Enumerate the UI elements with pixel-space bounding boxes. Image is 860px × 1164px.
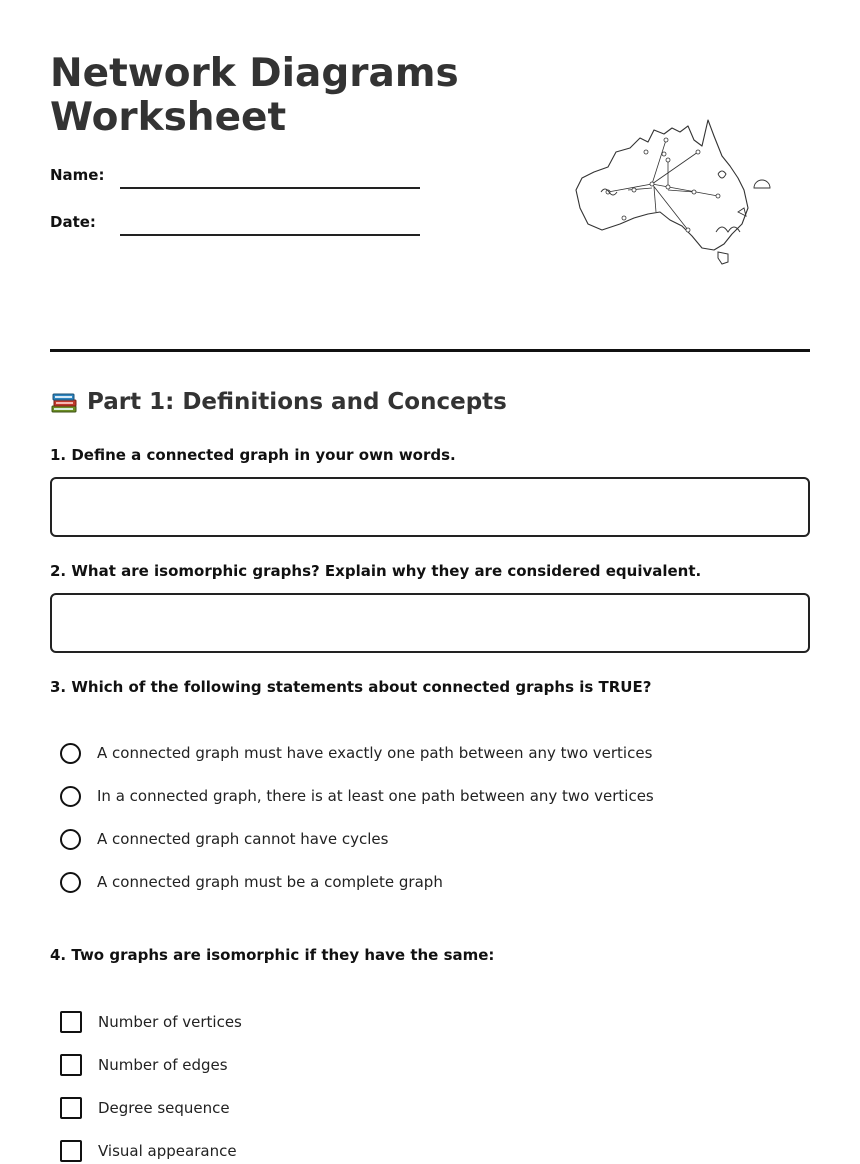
part1-heading-text: Part 1: Definitions and Concepts [87, 389, 507, 415]
checkbox[interactable] [60, 1097, 82, 1119]
option-label: Number of edges [98, 1056, 228, 1074]
date-field[interactable] [120, 212, 420, 236]
name-label: Name: [50, 166, 105, 184]
question-4-option-visual-appearance[interactable] [60, 1138, 237, 1164]
radio-button[interactable] [60, 743, 81, 764]
section-divider [50, 349, 810, 352]
option-label: A connected graph must be a complete graph [97, 873, 443, 891]
part1-heading [50, 388, 507, 416]
option-label: Number of vertices [98, 1013, 242, 1031]
option-label: In a connected graph, there is at least one path between any two vertices [97, 787, 654, 805]
checkbox[interactable] [60, 1054, 82, 1076]
radio-button[interactable] [60, 829, 81, 850]
books-icon [50, 388, 78, 416]
option-label: A connected graph must have exactly one path between any two vertices [97, 744, 653, 762]
option-label: A connected graph cannot have cycles [97, 830, 389, 848]
checkbox[interactable] [60, 1140, 82, 1162]
question-3-option-c[interactable] [60, 826, 388, 852]
worksheet-title: Network Diagrams Worksheet [50, 51, 459, 140]
radio-button[interactable] [60, 872, 81, 893]
radio-button[interactable] [60, 786, 81, 807]
option-label: Degree sequence [98, 1099, 230, 1117]
question-2-text: 2. What are isomorphic graphs? Explain why they are considered equivalent. [50, 562, 702, 580]
question-2-answer-box[interactable] [50, 593, 810, 653]
date-label: Date: [50, 213, 96, 231]
question-3-option-a[interactable] [60, 740, 652, 766]
name-field[interactable] [120, 165, 420, 189]
question-3-option-d[interactable] [60, 869, 443, 895]
australia-network-map-icon [568, 112, 778, 272]
question-4-text: 4. Two graphs are isomorphic if they have the same: [50, 946, 495, 964]
question-1-answer-box[interactable] [50, 477, 810, 537]
question-4-option-edges[interactable] [60, 1052, 228, 1078]
question-4-option-vertices[interactable] [60, 1009, 242, 1035]
question-3-text: 3. Which of the following statements about connected graphs is TRUE? [50, 678, 652, 696]
question-1-text: 1. Define a connected graph in your own words. [50, 446, 456, 464]
question-4-option-degree-sequence[interactable] [60, 1095, 230, 1121]
checkbox[interactable] [60, 1011, 82, 1033]
question-3-option-b[interactable] [60, 783, 654, 809]
option-label: Visual appearance [98, 1142, 237, 1160]
